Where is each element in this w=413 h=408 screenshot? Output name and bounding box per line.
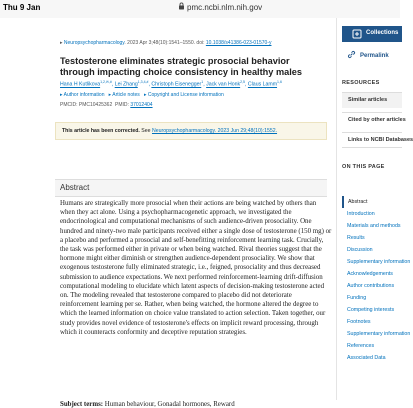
article-notes-link[interactable]: ▸ Article notes: [108, 92, 140, 98]
abstract-body: [60, 199, 332, 337]
pmcid: PMCID: PMC10425362: [60, 102, 113, 108]
author-affil: 1,2,✉,#: [100, 80, 112, 84]
subject-label: Subject terms:: [60, 401, 104, 408]
toc-item-supplementary-2[interactable]: Supplementary information: [347, 331, 411, 337]
permalink-label: Permalink: [360, 53, 389, 59]
article-ids: [60, 102, 153, 108]
pmid-link[interactable]: 37012404: [130, 102, 153, 108]
copyright-link[interactable]: ▸ Copyright and License information: [143, 92, 224, 98]
ncbi-links-toggle[interactable]: Links to NCBI Databases: [342, 132, 402, 148]
author-information-link[interactable]: ▸ Author information: [60, 92, 105, 98]
lock-icon: [178, 2, 185, 10]
correction-title: This article has been corrected.: [62, 128, 140, 134]
author-link[interactable]: Jack van Honk: [206, 81, 241, 88]
subject-values: Human behaviour, Gonadal hormones, Reward: [104, 401, 235, 408]
toc-item-competing-interests[interactable]: Competing interests: [347, 307, 395, 313]
toc-item-associated-data[interactable]: Associated Data: [347, 355, 386, 361]
collections-button[interactable]: [342, 26, 402, 42]
collections-icon: [352, 29, 362, 39]
author-link[interactable]: Claus Lamm: [247, 81, 278, 88]
toc-item-results[interactable]: Results: [347, 235, 365, 241]
toc-item-supplementary[interactable]: Supplementary information: [347, 259, 411, 265]
collections-label: Collections: [366, 30, 399, 36]
toc-item-funding[interactable]: Funding: [347, 295, 367, 301]
subject-terms: [60, 401, 235, 408]
similar-articles-toggle[interactable]: Similar articles: [342, 92, 402, 108]
toc-item-methods[interactable]: Materials and methods: [347, 223, 401, 229]
link-label: Copyright and License information: [147, 92, 224, 98]
abstract-header: [55, 179, 327, 197]
citation-line: [60, 40, 271, 46]
citation-text: . 2023 Apr 3;48(10):1541–1550. doi:: [124, 40, 205, 46]
address-bar-url[interactable]: pmc.ncbi.nlm.nih.gov: [187, 3, 263, 12]
author-link[interactable]: Christoph Eisenegger: [151, 81, 202, 88]
correction-link[interactable]: Neuropsychopharmacology. 2023 Jun 29;48(10):1552.: [151, 128, 278, 134]
toc-item-discussion[interactable]: Discussion: [347, 247, 373, 253]
status-bar: [0, 0, 400, 18]
author-link[interactable]: Hana H Kutlikova: [60, 81, 101, 88]
author-affil: 1: [201, 80, 204, 84]
author-affil: 1,3,4,#: [137, 80, 149, 84]
correction-notice: [55, 122, 327, 140]
article-title: Testosterone eliminates strategic prosocial behavior through impacting choice consistency in healthy males: [60, 56, 302, 77]
abstract-heading: Abstract: [60, 183, 90, 192]
journal-triangle-icon: ▸: [60, 40, 64, 46]
author-link[interactable]: Lei Zhang: [114, 81, 138, 88]
status-time: Thu 9 Jan: [3, 3, 41, 12]
toc-item-abstract[interactable]: Abstract: [342, 196, 404, 208]
article-main: [0, 18, 336, 408]
toc-item-footnotes[interactable]: Footnotes: [347, 319, 371, 325]
toc-item-introduction[interactable]: Introduction: [347, 211, 375, 217]
resources-heading: RESOURCES: [342, 80, 380, 86]
toc-item-author-contributions[interactable]: Author contributions: [347, 283, 395, 289]
cited-by-toggle[interactable]: Cited by other articles: [342, 112, 402, 128]
author-affil: 2,5: [240, 80, 246, 84]
link-label: Article notes: [112, 92, 140, 98]
correction-see: See: [141, 128, 151, 134]
journal-link[interactable]: Neuropsychopharmacology: [63, 40, 125, 46]
permalink-button[interactable]: [347, 50, 389, 59]
on-this-page-heading: ON THIS PAGE: [342, 164, 385, 170]
author-affil: 1,6: [277, 80, 282, 84]
link-label: Author information: [63, 92, 105, 98]
toc-item-references[interactable]: References: [347, 343, 375, 349]
right-sidebar: [336, 18, 413, 400]
doi-link[interactable]: 10.1038/s41386-023-01570-y: [205, 40, 272, 46]
link-icon: [347, 50, 356, 59]
table-of-contents: [342, 196, 411, 364]
author-list: Hana H Kutlikova$^{1,2,✉,\#}$, Lei Zhang$^{1,3,4,\#}$, Christoph Eisenegger$^1$, Jack van Honk$^{2,5}$, Claus Lamm$^{1,6}$: [60, 80, 282, 88]
abstract-text: Humans are strategically more prosocial when their actions are being watched by others than when they act alone. Using a psychopharmacogenetic approach, we investigated the endocrinological and computational mechanisms of such audience-driven prosociality. One hundred and ninety-two male participants received either a single dose of testosterone (150 mg) or a placebo and performed a prosocial and self-benefitting reinforcement learning task. Crucially, the task was performed either in private or when being watched. Rival theories suggest that the hormone might either diminish or strengthen audience-dependent prosociality. We show that exogenous testosterone fully eliminated strategic, i.e., feigned, prosociality and thus decreased submission to audience expectations. We next performed reinforcement-learning drift-diffusion computational modeling to elucidate which latent aspects of decision-making testosterone acted on. The modeling revealed that testosterone compared to placebo did not deteriorate reinforcement learning per se. Rather, when being watched, the hormone altered the degree to which the learned information on choice value translated to action selection. Taken together, our study provides novel evidence of testosterone's effects on implicit reward processing, through which it counteracts conformity and deceptive reputation strategies.: [60, 200, 332, 336]
pmid-label: PMID:: [115, 102, 129, 108]
article-info-links: [60, 92, 224, 98]
toc-item-acknowledgements[interactable]: Acknowledgements: [347, 271, 393, 277]
